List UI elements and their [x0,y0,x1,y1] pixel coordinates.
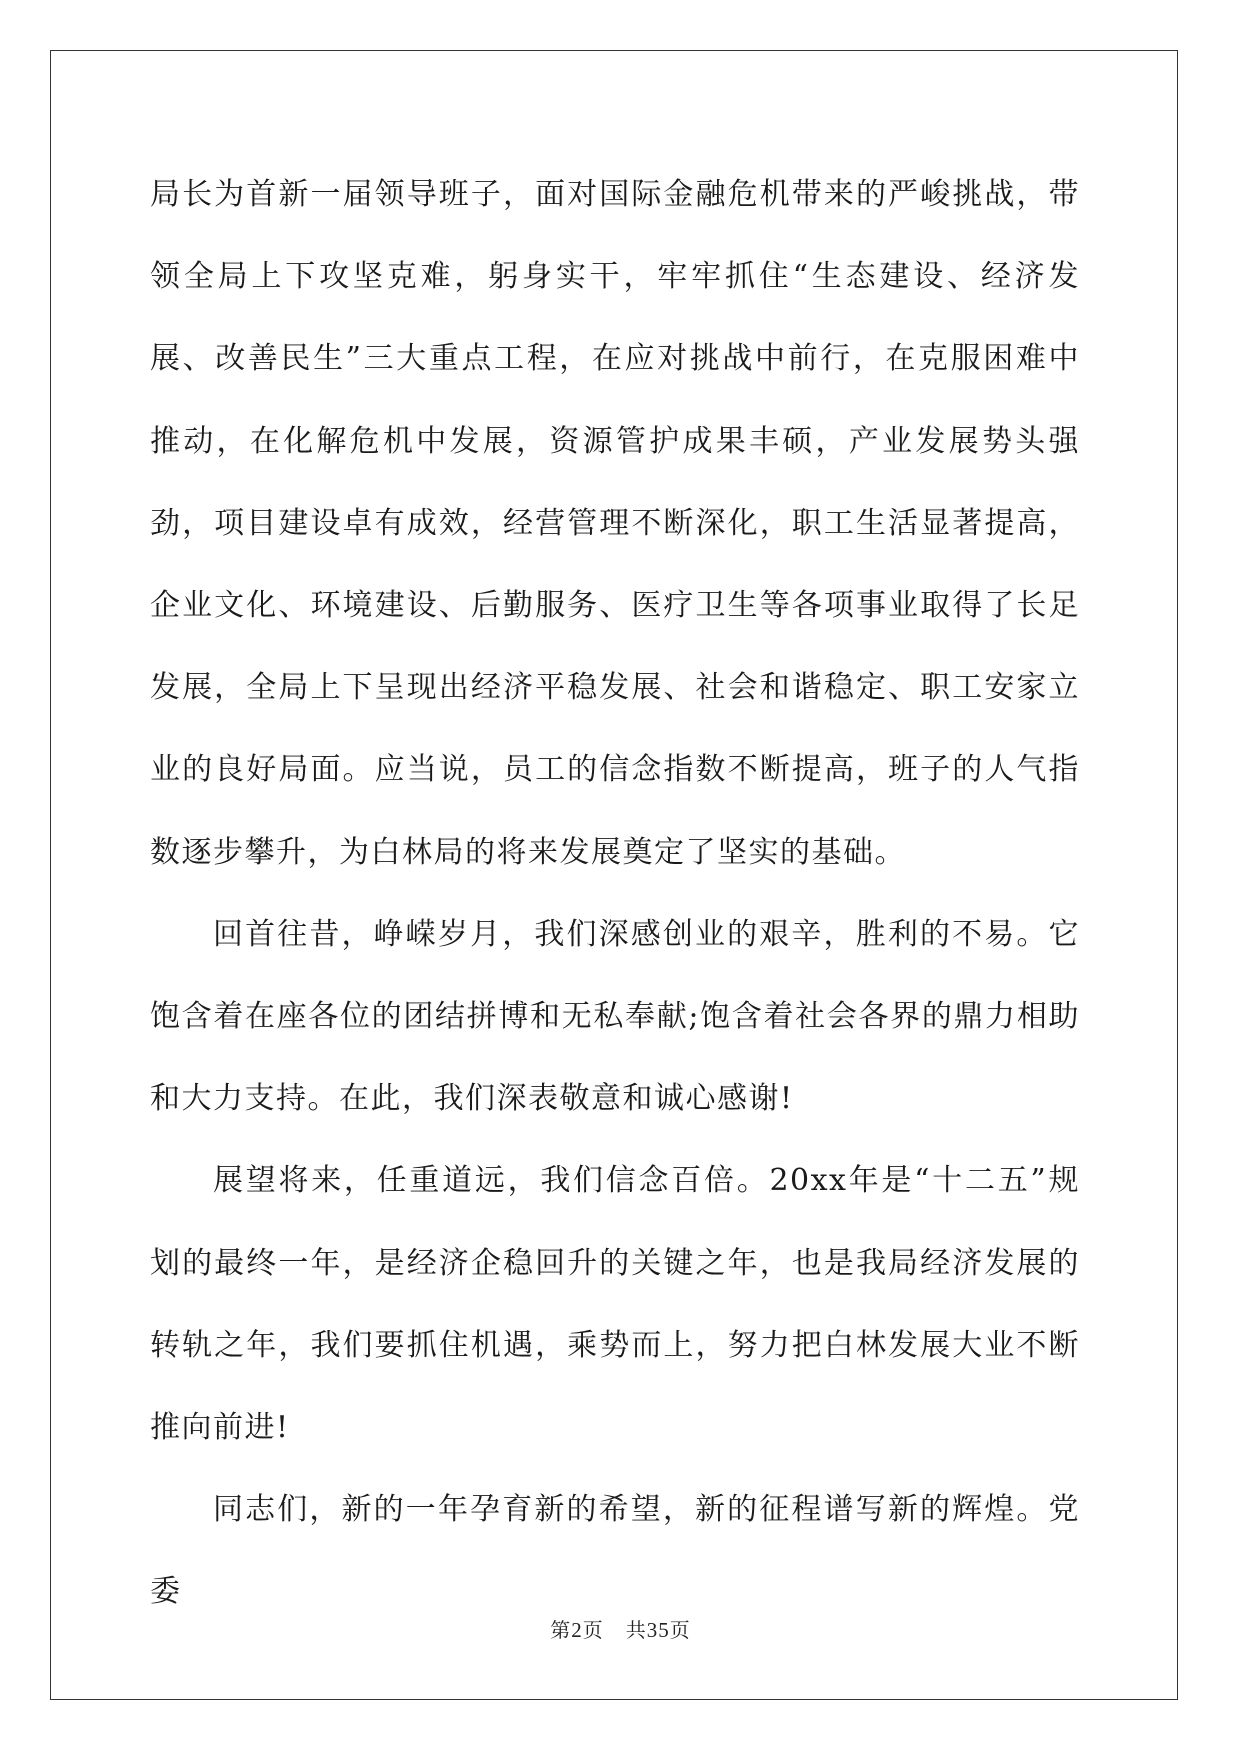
total-unit: 页 [669,1618,691,1642]
page-number: 2 [571,1618,583,1642]
document-body [150,154,1080,1634]
total-prefix: 共 [625,1618,647,1642]
total-pages: 35 [646,1618,670,1642]
paragraph-3: 展望将来，任重道远，我们信念百倍。20xx年是“十二五”规划的最终一年，是经济企稳回升的关键之年，也是我局经济发展的转轨之年，我们要抓住机遇，乘势而上，努力把白林发展大业不断推向前进! [150,1163,1080,1446]
paragraph-1: 局长为首新一届领导班子，面对国际金融危机带来的严峻挑战，带领全局上下攻坚克难，躬身实干，牢牢抓住“生态建设、经济发展、改善民生”三大重点工程，在应对挑战中前行，在克服困难中推动，在化解危机中发展，资源管护成果丰硕，产业发展势头强劲，项目建设卓有成效，经营管理不断深化，职工生活显著提高，企业文化、环境建设、后勤服务、医疗卫生等各项事业取得了长足发展，全局上下呈现出经济平稳发展、社会和谐稳定、职工安家立业的良好局面。应当说，员工的信念指数不断提高，班子的人气指数逐步攀升，为白林局的将来发展奠定了坚实的基础。 [150,177,1080,870]
page-footer [0,1614,1241,1643]
page-prefix: 第 [550,1618,572,1642]
page-unit: 页 [582,1618,604,1642]
paragraph-4: 同志们，新的一年孕育新的希望，新的征程谱写新的辉煌。党委 [150,1492,1080,1610]
paragraph-2: 回首往昔，峥嵘岁月，我们深感创业的艰辛，胜利的不易。它饱含着在座各位的团结拼博和无私奉献;饱含着社会各界的鼎力相助和大力支持。在此，我们深表敬意和诚心感谢! [150,916,1080,1117]
